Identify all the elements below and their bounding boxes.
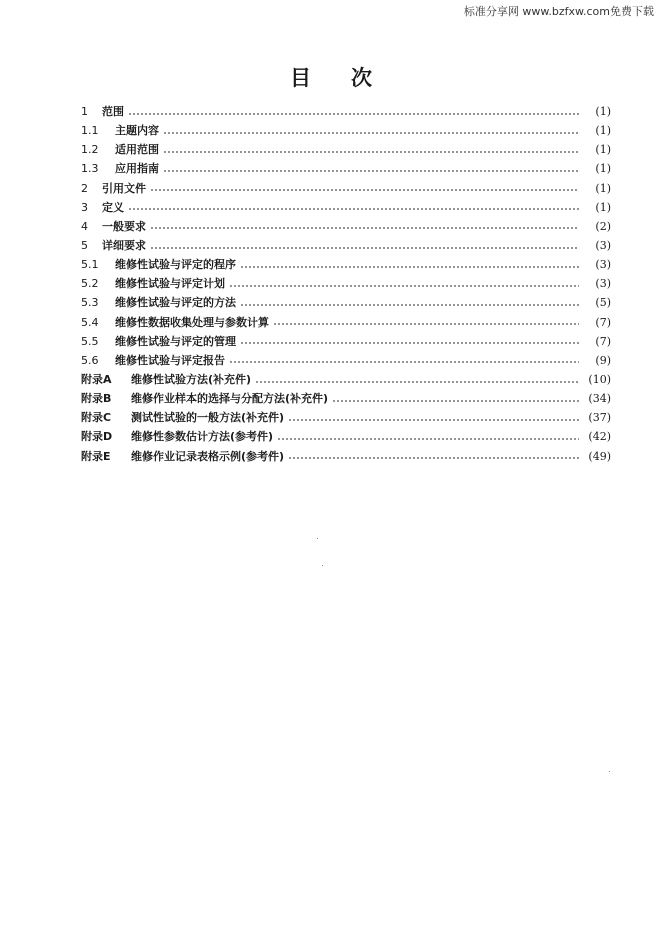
- toc-entry-title: 维修性试验方法(补充件): [131, 372, 252, 386]
- toc-entry-title: 维修性试验与评定的程序: [115, 258, 236, 272]
- toc-entry[interactable]: [81, 121, 611, 140]
- toc-entry[interactable]: [81, 274, 611, 293]
- toc-entry-number: 附录A: [81, 372, 112, 386]
- toc-entry-number: 5.3: [81, 296, 99, 310]
- toc-entry-number: 5.4: [81, 315, 99, 329]
- toc-leader-dots: [150, 227, 579, 229]
- toc-entry-page: (34): [588, 392, 611, 406]
- title-char-1: 目: [290, 66, 311, 90]
- toc-entry[interactable]: [81, 255, 611, 274]
- toc-entry-page: (10): [588, 372, 611, 386]
- toc-leader-dots: [332, 400, 579, 402]
- toc-entry-number: 5.2: [81, 277, 99, 291]
- toc-entry-title: 范围: [102, 105, 124, 118]
- toc-entry-number: 4: [81, 219, 88, 233]
- toc-entry-page: (49): [588, 449, 611, 463]
- toc-entry-page: (42): [588, 430, 611, 444]
- toc-entry[interactable]: [81, 198, 611, 217]
- scan-speck: [322, 565, 323, 566]
- toc-entry[interactable]: [81, 389, 611, 408]
- toc-entry-number: 1.2: [81, 143, 99, 157]
- toc-entry-page: (5): [595, 296, 611, 310]
- toc-entry-number: 附录B: [81, 392, 112, 406]
- toc-leader-dots: [240, 342, 579, 344]
- toc-leader-dots: [163, 170, 579, 172]
- toc-leader-dots: [128, 208, 579, 210]
- toc-entry[interactable]: [81, 370, 611, 389]
- toc-entry-page: (7): [595, 334, 611, 348]
- toc-entry[interactable]: [81, 217, 611, 236]
- toc-entry-number: 5.5: [81, 334, 99, 348]
- toc-entry-page: (1): [595, 124, 611, 138]
- toc-leader-dots: [277, 438, 579, 440]
- toc-entry-number: 附录C: [81, 411, 112, 425]
- toc-entry[interactable]: [81, 159, 611, 178]
- toc-leader-dots: [128, 113, 579, 115]
- toc-entry-title: 维修性参数估计方法(参考件): [131, 430, 274, 444]
- toc-entry-title: 适用范围: [115, 143, 159, 157]
- site-watermark: 标准分享网 www.bzfxw.com免费下载: [463, 5, 654, 18]
- toc-leader-dots: [255, 381, 579, 383]
- toc-entry-title: 主题内容: [115, 124, 159, 138]
- toc-entry-page: (1): [595, 143, 611, 157]
- toc-entry-title: 应用指南: [115, 162, 159, 176]
- toc-entry-number: 5: [81, 238, 88, 252]
- toc-entry[interactable]: [81, 427, 611, 446]
- title-char-2: 次: [351, 66, 372, 90]
- toc-entry-page: (2): [595, 219, 611, 233]
- toc-entry-title: 一般要求: [102, 219, 146, 233]
- toc-entry[interactable]: [81, 236, 611, 255]
- toc-entry-page: (3): [595, 277, 611, 291]
- toc-entry-title: 维修性试验与评定的管理: [115, 334, 236, 348]
- toc-entry-page: (37): [588, 411, 611, 425]
- toc-entry[interactable]: [81, 102, 611, 121]
- toc-entry-number: 2: [81, 181, 88, 195]
- toc-entry[interactable]: [81, 351, 611, 370]
- toc-entry-number: 附录D: [81, 430, 113, 444]
- toc-entry-page: (1): [595, 105, 611, 118]
- scan-speck: [609, 771, 610, 772]
- scan-speck: [317, 538, 318, 539]
- toc-entry-title: 测试性试验的一般方法(补充件): [131, 411, 285, 425]
- toc-entry-title: 维修作业记录表格示例(参考件): [131, 449, 285, 463]
- toc-entry-title: 定义: [102, 200, 124, 214]
- toc-leader-dots: [229, 285, 579, 287]
- toc-entry-number: 1: [81, 105, 88, 118]
- toc-entry[interactable]: [81, 332, 611, 351]
- toc-entry-number: 附录E: [81, 449, 111, 463]
- toc-leader-dots: [288, 419, 579, 421]
- toc-entry-page: (9): [595, 353, 611, 367]
- page-title: [0, 62, 662, 92]
- toc-entry[interactable]: [81, 293, 611, 312]
- toc-leader-dots: [273, 323, 579, 325]
- toc-leader-dots: [163, 132, 579, 134]
- toc-entry-page: (7): [595, 315, 611, 329]
- toc-leader-dots: [229, 361, 579, 363]
- toc-entry-title: 维修性试验与评定的方法: [115, 296, 236, 310]
- toc-leader-dots: [163, 151, 579, 153]
- toc-leader-dots: [240, 266, 579, 268]
- toc-entry[interactable]: [81, 179, 611, 198]
- toc-entry-title: 维修作业样本的选择与分配方法(补充件): [131, 392, 329, 406]
- toc-entry-number: 1.3: [81, 162, 99, 176]
- toc-leader-dots: [288, 457, 579, 459]
- toc-entry-number: 5.6: [81, 353, 99, 367]
- toc-entry-page: (3): [595, 238, 611, 252]
- toc-leader-dots: [240, 304, 579, 306]
- table-of-contents: [81, 102, 611, 466]
- toc-entry[interactable]: [81, 408, 611, 427]
- toc-entry-number: 3: [81, 200, 88, 214]
- toc-entry-title: 引用文件: [102, 181, 146, 195]
- toc-entry[interactable]: [81, 447, 611, 466]
- toc-entry-number: 5.1: [81, 258, 99, 272]
- toc-entry-page: (3): [595, 258, 611, 272]
- toc-entry-title: 维修性试验与评定计划: [115, 277, 225, 291]
- toc-entry-title: 维修性试验与评定报告: [115, 353, 225, 367]
- toc-entry-title: 维修性数据收集处理与参数计算: [115, 315, 269, 329]
- toc-entry[interactable]: [81, 140, 611, 159]
- toc-entry[interactable]: [81, 313, 611, 332]
- toc-leader-dots: [150, 189, 579, 191]
- toc-entry-page: (1): [595, 162, 611, 176]
- toc-entry-title: 详细要求: [102, 238, 146, 252]
- toc-entry-number: 1.1: [81, 124, 99, 138]
- toc-entry-page: (1): [595, 181, 611, 195]
- toc-entry-page: (1): [595, 200, 611, 214]
- toc-leader-dots: [150, 247, 579, 249]
